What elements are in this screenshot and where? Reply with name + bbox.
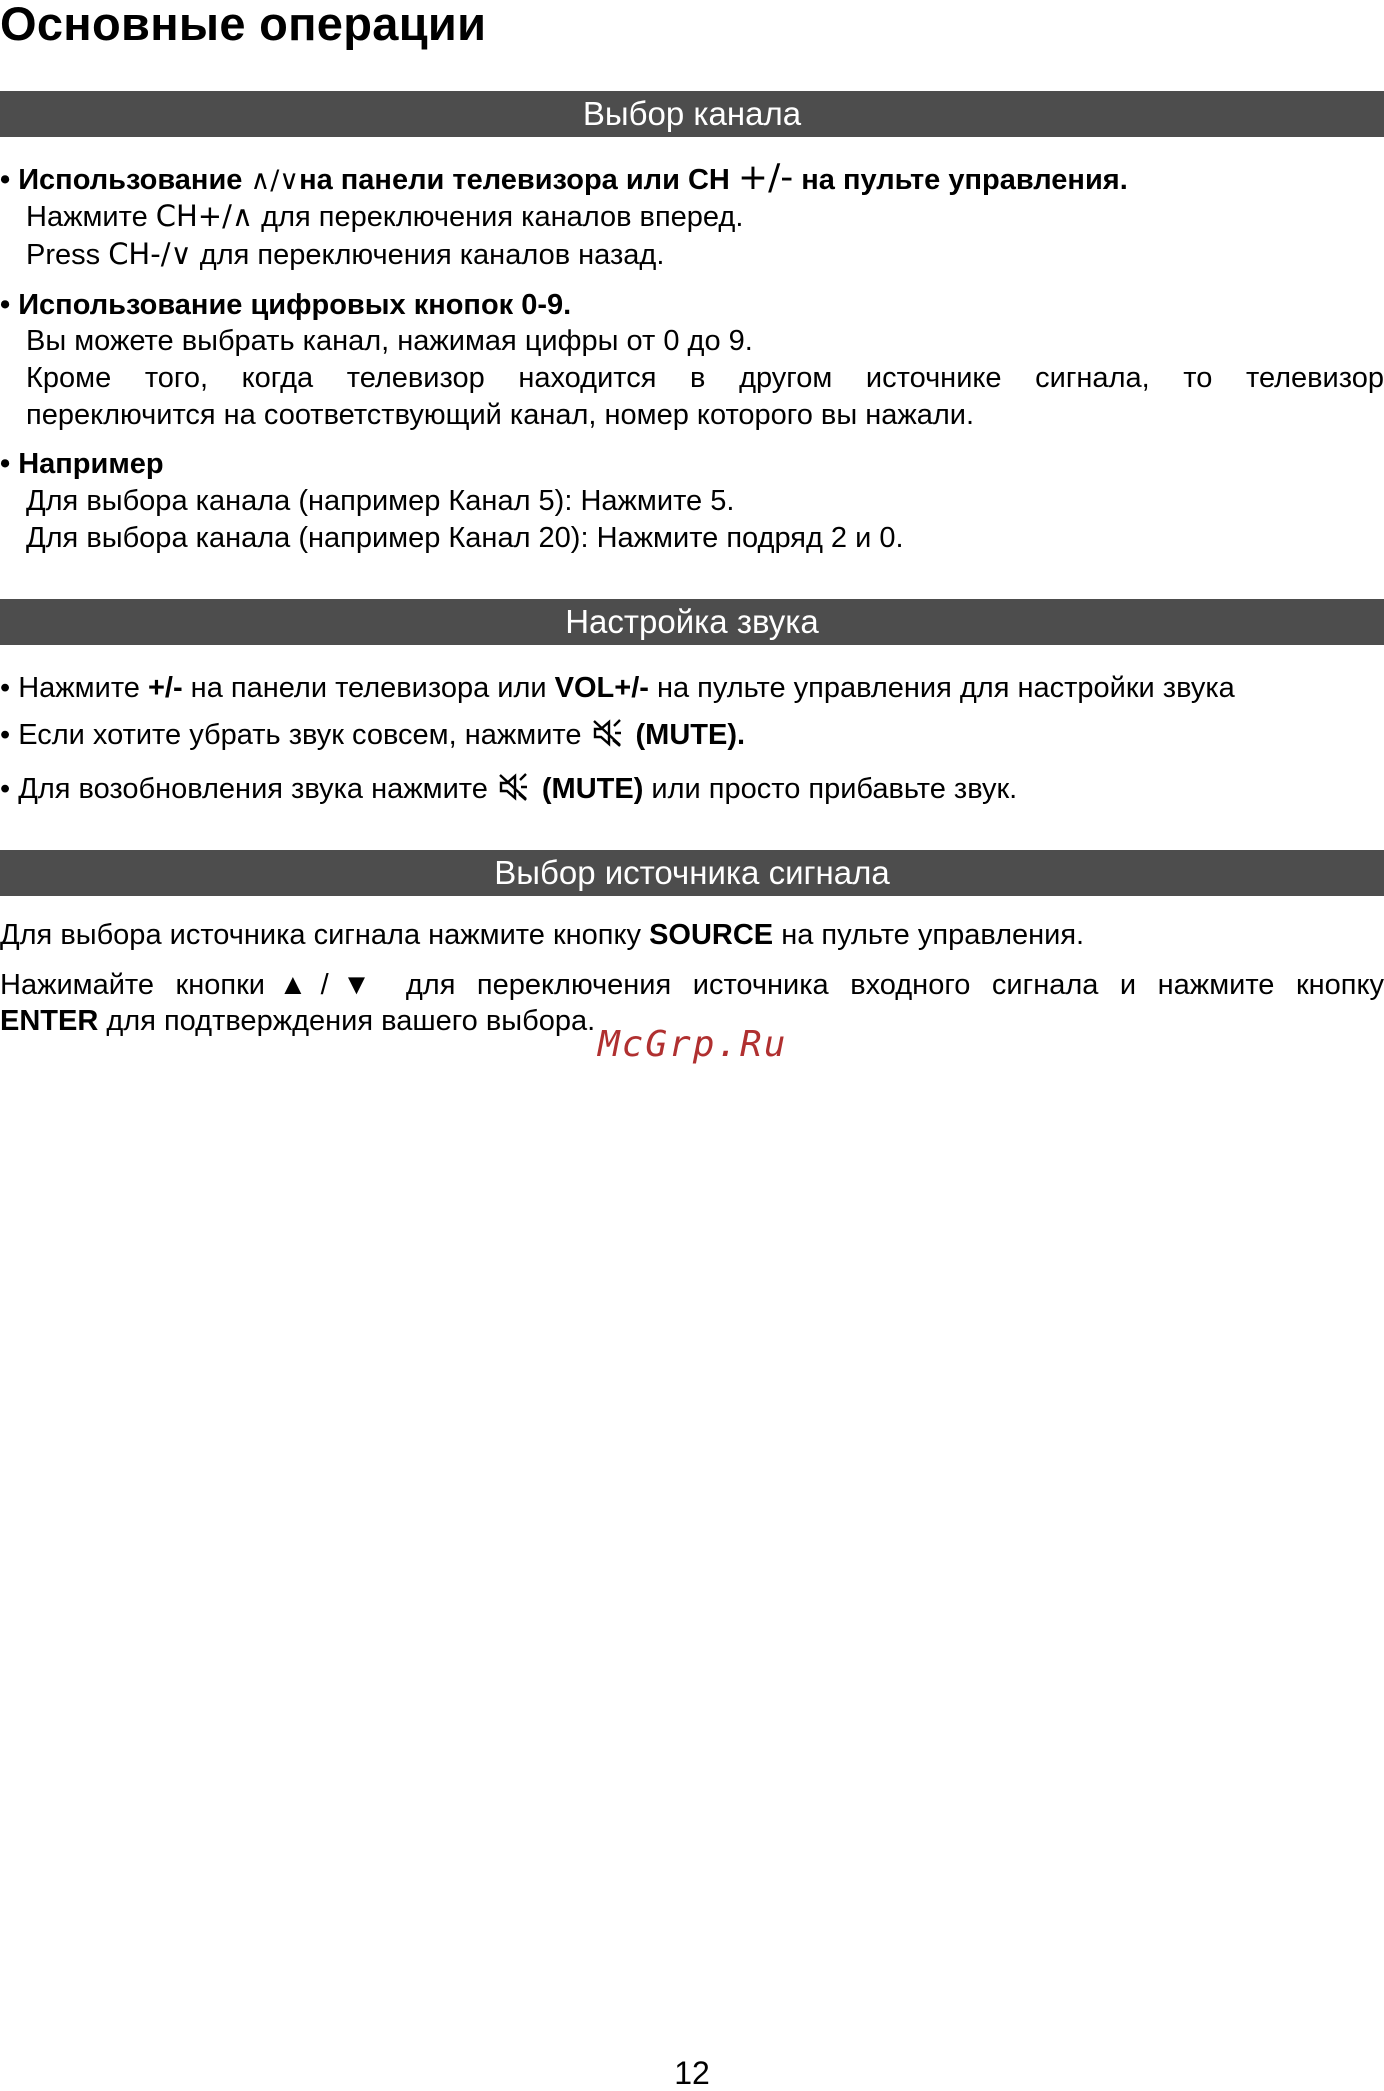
sound-unmute-b: (MUTE) (541, 773, 644, 805)
section-header-channel: Выбор канала (0, 91, 1384, 137)
section-header-sound: Настройка звука (0, 599, 1384, 645)
source-line-3-a: ENTER (0, 1005, 99, 1037)
digits-line-2: Кроме того, когда телевизор находится в другом источнике сигнала, то телевизор (26, 362, 1384, 394)
sound-unmute-a: • Для возобновления звука нажмите (0, 773, 488, 805)
source-line-1-a: Для выбора источника сигнала нажмите кнопку (0, 919, 650, 951)
sound-unmute-line (0, 772, 1017, 809)
ch-up-symbol: CH+/∧ (155, 199, 254, 233)
ch-back-pre: Press (26, 239, 109, 271)
ch-forward-post: для переключения каналов вперед. (253, 201, 744, 233)
bullet-example: • Например (0, 448, 164, 480)
sound-mute-b: (MUTE). (635, 719, 746, 751)
mute-icon (592, 719, 622, 755)
sound-volume-c: на панели телевизора или (182, 672, 555, 704)
sound-volume-a: • Нажмите (0, 672, 148, 704)
sound-volume-e: на пульте управления для настройки звука (648, 672, 1235, 704)
ch-forward-pre: Нажмите (26, 201, 156, 233)
source-line-1-b: SOURCE (649, 919, 774, 951)
bullet-ch-buttons-pre: • Использование (0, 164, 251, 196)
ch-back-line (26, 237, 664, 272)
section-header-source: Выбор источника сигнала (0, 850, 1384, 896)
digits-line-1: Вы можете выбрать канал, нажимая цифры от 0 до 9. (26, 325, 753, 357)
page-title: Основные операции (0, 0, 487, 50)
ch-forward-line (26, 199, 743, 234)
bullet-ch-buttons (0, 157, 1128, 198)
sound-volume-line (0, 671, 1235, 705)
sound-volume-b: +/- (147, 672, 183, 704)
sound-mute-a: • Если хотите убрать звук совсем, нажмите (0, 719, 582, 751)
mute-icon (498, 773, 528, 809)
bullet-ch-buttons-mid: на панели телевизора или CH (299, 164, 738, 196)
digits-line-3: переключится на соответствующий канал, номер которого вы нажали. (26, 399, 975, 431)
page-number: 12 (674, 2055, 710, 2091)
example-line-2: Для выбора канала (например Канал 20): Нажмите подряд 2 и 0. (26, 522, 904, 554)
bullet-digit-buttons: • Использование цифровых кнопок 0-9. (0, 289, 572, 321)
sound-volume-d: VOL+/- (554, 672, 649, 704)
ch-back-post: для переключения каналов назад. (191, 239, 665, 271)
source-line-1 (0, 918, 1084, 952)
up-down-symbol: ∧/∨ (250, 165, 300, 196)
bullet-ch-buttons-post: на пульте управления. (793, 164, 1128, 196)
source-line-3-b: для подтверждения вашего выбора. (98, 1005, 596, 1037)
sound-mute-line (0, 718, 745, 755)
watermark: McGrp.Ru (598, 1024, 788, 1065)
source-line-2: Нажимайте кнопки▲/▼ для переключения источника входного сигнала и нажмите кнопку (0, 969, 1384, 1001)
plus-minus-symbol: +/- (737, 157, 794, 198)
source-line-3 (0, 1004, 595, 1038)
sound-unmute-c: или просто прибавьте звук. (643, 773, 1018, 805)
ch-down-symbol: CH-/∨ (108, 237, 192, 271)
source-line-1-c: на пульте управления. (773, 919, 1085, 951)
example-line-1: Для выбора канала (например Канал 5): Нажмите 5. (26, 485, 735, 517)
